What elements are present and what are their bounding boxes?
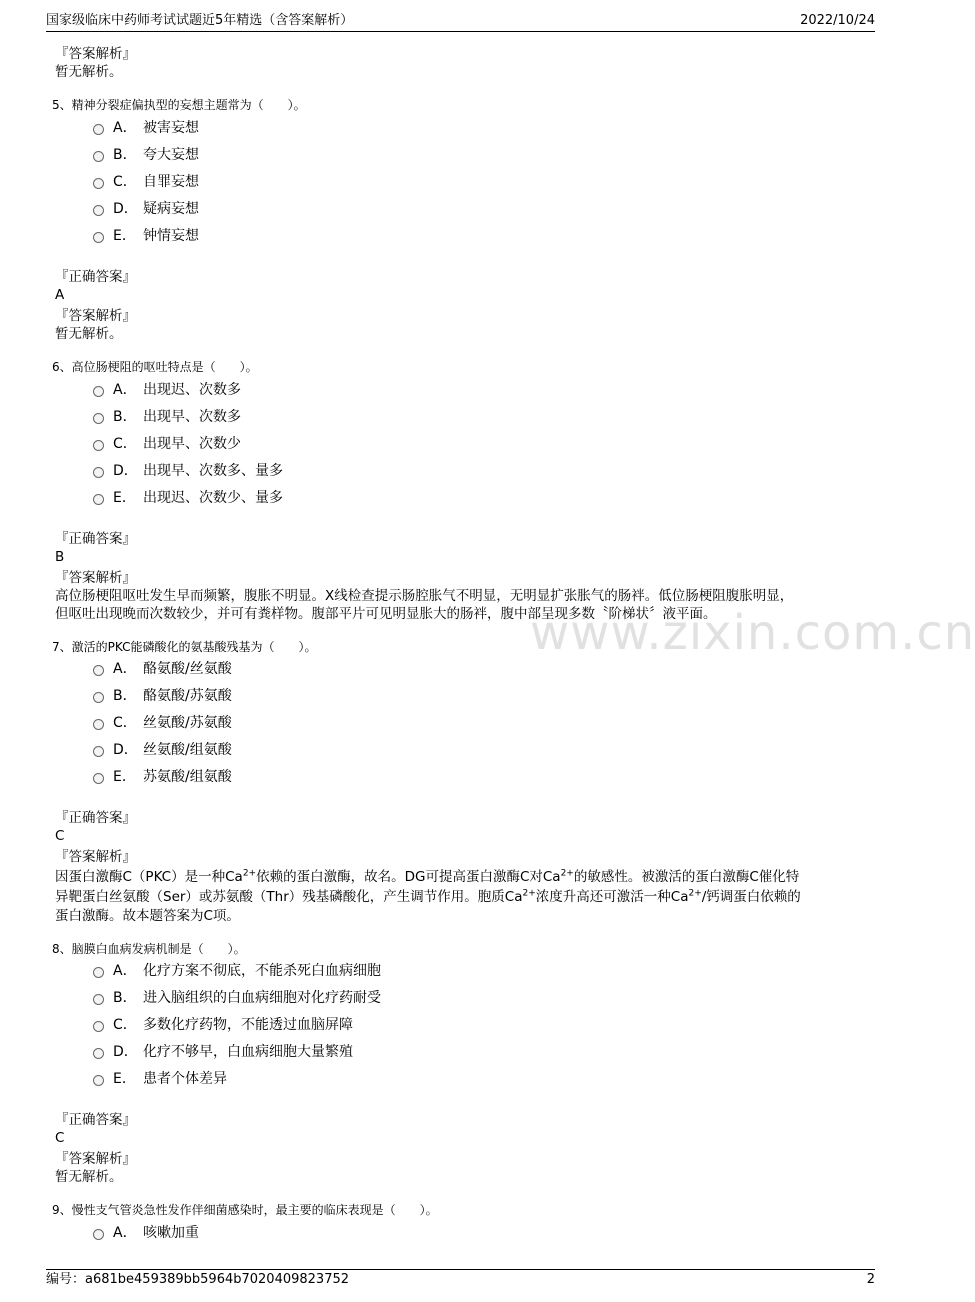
option-letter: A． [113, 1225, 137, 1241]
analysis-label: 『答案解析』 [55, 308, 136, 324]
option-text: 咳嗽加重 [143, 1225, 199, 1241]
page-number: 2 [866, 1272, 875, 1287]
analysis-text-line-1: 因蛋白激酶C（PKC）是一种$Ca^{2+}$依赖的蛋白激酶，故名。DG可提高蛋白激酶C对$Ca^{2+}$的敏感性。被激活的蛋白激酶C催化特 [55, 868, 800, 885]
option-letter: A． [113, 963, 137, 979]
option-letter: C． [113, 715, 137, 731]
radio-icon[interactable] [93, 773, 104, 784]
option-text: 夸大妄想 [143, 147, 199, 163]
radio-icon[interactable] [93, 124, 104, 135]
radio-icon[interactable] [93, 692, 104, 703]
option-text: 苏氨酸/组氨酸 [143, 769, 232, 785]
option-text: 丝氨酸/苏氨酸 [143, 715, 232, 731]
option-text: 丝氨酸/组氨酸 [143, 742, 232, 758]
option-letter: C． [113, 174, 137, 190]
analysis-label: 『答案解析』 [55, 570, 136, 586]
option-letter: B． [113, 409, 137, 425]
question-text: 7、激活的PKC能磷酸化的氨基酸残基为（ ）。 [52, 640, 317, 654]
analysis-text: 暂无解析。 [55, 1169, 123, 1185]
option-letter: C． [113, 1017, 137, 1033]
option-text: 出现早、次数多、量多 [143, 463, 283, 479]
option-text: 出现迟、次数多 [143, 382, 241, 398]
document-date: 2022/10/24 [800, 13, 875, 28]
analysis-text-line-2: 但呕吐出现晚而次数较少，并可有粪样物。腹部平片可见明显胀大的肠袢，腹中部呈现多数〝阶梯状〞液平面。 [55, 606, 717, 622]
radio-icon[interactable] [93, 178, 104, 189]
option-letter: B． [113, 688, 137, 704]
option-letter: E． [113, 490, 136, 506]
option-text: 患者个体差异 [143, 1071, 227, 1087]
radio-icon[interactable] [93, 1021, 104, 1032]
option-text: 出现早、次数多 [143, 409, 241, 425]
radio-icon[interactable] [93, 967, 104, 978]
analysis-label: 『答案解析』 [55, 849, 136, 865]
option-letter: A． [113, 382, 137, 398]
correct-answer: C [55, 828, 65, 844]
question-text: 8、脑膜白血病发病机制是（ ）。 [52, 942, 246, 956]
radio-icon[interactable] [93, 232, 104, 243]
analysis-text-line-3: 蛋白激酶。故本题答案为C项。 [55, 908, 240, 924]
correct-answer-label: 『正确答案』 [55, 269, 136, 285]
option-letter: B． [113, 990, 137, 1006]
radio-icon[interactable] [93, 413, 104, 424]
document-id: 编号：a681be459389bb5964b7020409823752 [46, 1272, 350, 1287]
option-text: 疑病妄想 [143, 201, 199, 217]
radio-icon[interactable] [93, 994, 104, 1005]
option-letter: A． [113, 120, 137, 136]
option-text: 化疗不够早，白血病细胞大量繁殖 [143, 1044, 353, 1060]
option-text: 出现迟、次数少、量多 [143, 490, 283, 506]
option-letter: C． [113, 436, 137, 452]
radio-icon[interactable] [93, 467, 104, 478]
question-text: 6、高位肠梗阻的呕吐特点是（ ）。 [52, 360, 258, 374]
correct-answer: B [55, 549, 65, 565]
radio-icon[interactable] [93, 719, 104, 730]
question-text: 9、慢性支气管炎急性发作伴细菌感染时，最主要的临床表现是（ ）。 [52, 1203, 438, 1217]
option-letter: D． [113, 201, 138, 217]
option-text: 酪氨酸/丝氨酸 [143, 661, 232, 677]
correct-answer: C [55, 1130, 65, 1146]
option-text: 化疗方案不彻底，不能杀死白血病细胞 [143, 963, 381, 979]
correct-answer-label: 『正确答案』 [55, 531, 136, 547]
option-letter: D． [113, 742, 138, 758]
radio-icon[interactable] [93, 1075, 104, 1086]
option-text: 钟情妄想 [143, 228, 199, 244]
analysis-label: 『答案解析』 [55, 46, 136, 62]
radio-icon[interactable] [93, 1048, 104, 1059]
footer-rule [46, 1269, 875, 1270]
analysis-label: 『答案解析』 [55, 1151, 136, 1167]
header-rule [46, 31, 875, 32]
option-text: 自罪妄想 [143, 174, 199, 190]
option-letter: D． [113, 1044, 138, 1060]
radio-icon[interactable] [93, 205, 104, 216]
option-letter: B． [113, 147, 137, 163]
option-text: 酪氨酸/苏氨酸 [143, 688, 232, 704]
radio-icon[interactable] [93, 151, 104, 162]
watermark: www.zixin.com.cn [530, 605, 975, 661]
option-letter: E． [113, 1071, 136, 1087]
option-text: 出现早、次数少 [143, 436, 241, 452]
analysis-text-line-1: 高位肠梗阻呕吐发生早而频繁，腹胀不明显。X线检查提示肠腔胀气不明显，无明显扩张胀气的肠袢。低位肠梗阻腹胀明显， [55, 588, 794, 604]
option-text: 进入脑组织的白血病细胞对化疗药耐受 [143, 990, 381, 1006]
analysis-text-line-2: 异靶蛋白丝氨酸（Ser）或苏氨酸（Thr）残基磷酸化，产生调节作用。胞质$Ca^{2+}$浓度升高还可激活一种$Ca^{2+}/$钙调蛋白依赖的 [55, 888, 801, 905]
question-text: 5、精神分裂症偏执型的妄想主题常为（ ）。 [52, 98, 306, 112]
option-letter: A． [113, 661, 137, 677]
option-text: 被害妄想 [143, 120, 199, 136]
option-letter: D． [113, 463, 138, 479]
option-text: 多数化疗药物，不能透过血脑屏障 [143, 1017, 353, 1033]
correct-answer-label: 『正确答案』 [55, 810, 136, 826]
radio-icon[interactable] [93, 440, 104, 451]
option-letter: E． [113, 769, 136, 785]
radio-icon[interactable] [93, 1229, 104, 1240]
radio-icon[interactable] [93, 746, 104, 757]
radio-icon[interactable] [93, 386, 104, 397]
radio-icon[interactable] [93, 665, 104, 676]
radio-icon[interactable] [93, 494, 104, 505]
analysis-text: 暂无解析。 [55, 326, 123, 342]
document-title: 国家级临床中药师考试试题近5年精选（含答案解析） [46, 13, 354, 28]
correct-answer-label: 『正确答案』 [55, 1112, 136, 1128]
correct-answer: A [55, 287, 65, 303]
option-letter: E． [113, 228, 136, 244]
analysis-text: 暂无解析。 [55, 64, 123, 80]
